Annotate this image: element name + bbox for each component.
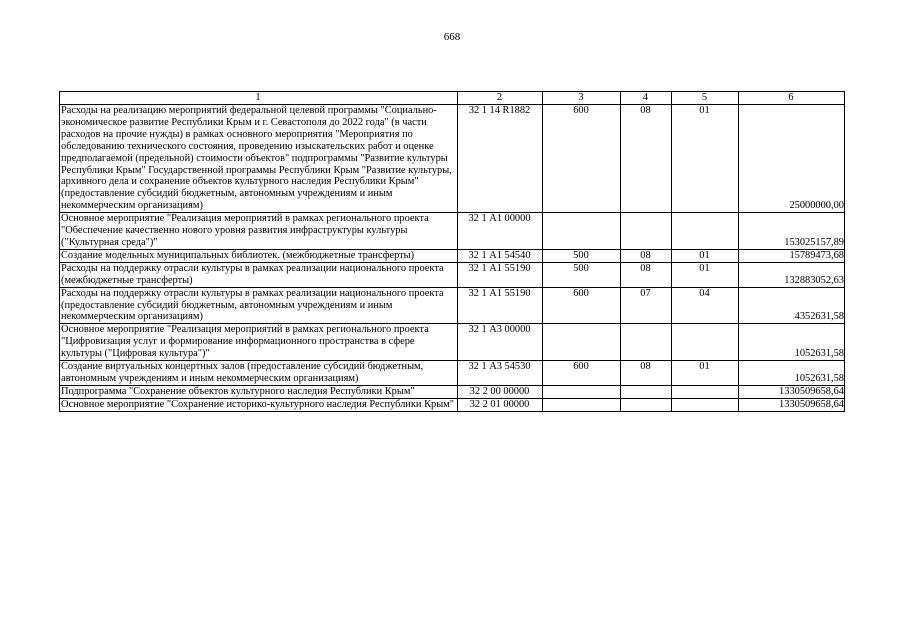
row-section: [621, 398, 672, 411]
row-expense-type: 500: [543, 249, 621, 262]
row-target-code: 32 1 14 R1882: [458, 105, 543, 213]
row-amount: 153025157,89: [739, 213, 845, 250]
row-target-code: 32 1 А3 00000: [458, 324, 543, 361]
row-amount: 25000000,00: [739, 105, 845, 213]
row-name: Создание модельных муниципальных библиотек. (межбюджетные трансферты): [60, 249, 458, 262]
row-subsection: [672, 398, 739, 411]
row-amount: 15789473,68: [739, 249, 845, 262]
budget-table: [59, 91, 845, 412]
row-amount: 1330509658,64: [739, 385, 845, 398]
row-subsection: [672, 324, 739, 361]
row-expense-type: [543, 324, 621, 361]
row-amount: 132883052,63: [739, 262, 845, 287]
table-row: [60, 213, 845, 250]
row-subsection: 01: [672, 249, 739, 262]
row-subsection: 01: [672, 105, 739, 213]
row-expense-type: 600: [543, 105, 621, 213]
row-section: 08: [621, 249, 672, 262]
row-expense-type: [543, 385, 621, 398]
row-subsection: 01: [672, 361, 739, 386]
row-amount: 4352631,58: [739, 287, 845, 324]
row-expense-type: 600: [543, 287, 621, 324]
row-name: Расходы на реализацию мероприятий федеральной целевой программы "Социально-экономическое развитие Республики Крым и г. Севастополя до 2022 года" (в части расходов на прочие нужды) в рамках основного мероприятия "Мероприятия по обследованию технического состояния, проведению изыскательских работ и оценке предполагаемой (предельной) стоимости объектов" подпрограммы "Развитие культуры Республики Крым" Государственной программы Республики Крым "Развитие культуры, архивного дела и сохранение объектов культурного наследия Республики Крым" (предоставление субсидий бюджетным, автономным учреждениям и иным некоммерческим организациям): [60, 105, 458, 213]
column-header: 1: [60, 92, 458, 105]
row-name: Основное мероприятие "Сохранение историко-культурного наследия Республики Крым": [60, 398, 458, 411]
column-header: 4: [621, 92, 672, 105]
row-name: Создание виртуальных концертных залов (предоставление субсидий бюджетным, автономным учреждениям и иным некоммерческим организациям): [60, 361, 458, 386]
table-row: [60, 385, 845, 398]
row-target-code: 32 1 А1 00000: [458, 213, 543, 250]
column-header: 5: [672, 92, 739, 105]
row-expense-type: 600: [543, 361, 621, 386]
row-target-code: 32 2 01 00000: [458, 398, 543, 411]
table-header-row: [60, 92, 845, 105]
row-section: 08: [621, 361, 672, 386]
table-row: [60, 105, 845, 213]
row-name: Основное мероприятие "Реализация мероприятий в рамках регионального проекта "Цифровизация услуг и формирование информационного пространства в сфере культуры ("Цифровая культура")": [60, 324, 458, 361]
row-amount: 1052631,58: [739, 361, 845, 386]
table-row: [60, 324, 845, 361]
page-number: 668: [443, 31, 461, 43]
row-expense-type: [543, 398, 621, 411]
row-amount: 1330509658,64: [739, 398, 845, 411]
row-subsection: 04: [672, 287, 739, 324]
row-section: [621, 324, 672, 361]
row-section: 07: [621, 287, 672, 324]
row-section: [621, 213, 672, 250]
row-target-code: 32 1 А1 55190: [458, 262, 543, 287]
row-name: Расходы на поддержку отрасли культуры в рамках реализации национального проекта (предоставление субсидий бюджетным, автономным учреждениям и иным некоммерческим организациям): [60, 287, 458, 324]
column-header: 3: [543, 92, 621, 105]
row-name: Расходы на поддержку отрасли культуры в рамках реализации национального проекта (межбюджетные трансферты): [60, 262, 458, 287]
row-section: [621, 385, 672, 398]
table-row: [60, 361, 845, 386]
row-amount: 1052631,58: [739, 324, 845, 361]
row-subsection: 01: [672, 262, 739, 287]
row-subsection: [672, 213, 739, 250]
row-target-code: 32 1 А3 54530: [458, 361, 543, 386]
column-header: 6: [739, 92, 845, 105]
table-row: [60, 398, 845, 411]
row-section: 08: [621, 105, 672, 213]
row-expense-type: 500: [543, 262, 621, 287]
row-name: Подпрограмма "Сохранение объектов культурного наследия Республики Крым": [60, 385, 458, 398]
table-row: [60, 262, 845, 287]
table-row: [60, 249, 845, 262]
row-target-code: 32 2 00 00000: [458, 385, 543, 398]
row-expense-type: [543, 213, 621, 250]
row-subsection: [672, 385, 739, 398]
row-name: Основное мероприятие "Реализация мероприятий в рамках регионального проекта "Обеспечение качественно нового уровня развития инфраструктуры культуры ("Культурная среда")": [60, 213, 458, 250]
row-target-code: 32 1 А1 54540: [458, 249, 543, 262]
column-header: 2: [458, 92, 543, 105]
row-target-code: 32 1 А1 55190: [458, 287, 543, 324]
table-row: [60, 287, 845, 324]
row-section: 08: [621, 262, 672, 287]
